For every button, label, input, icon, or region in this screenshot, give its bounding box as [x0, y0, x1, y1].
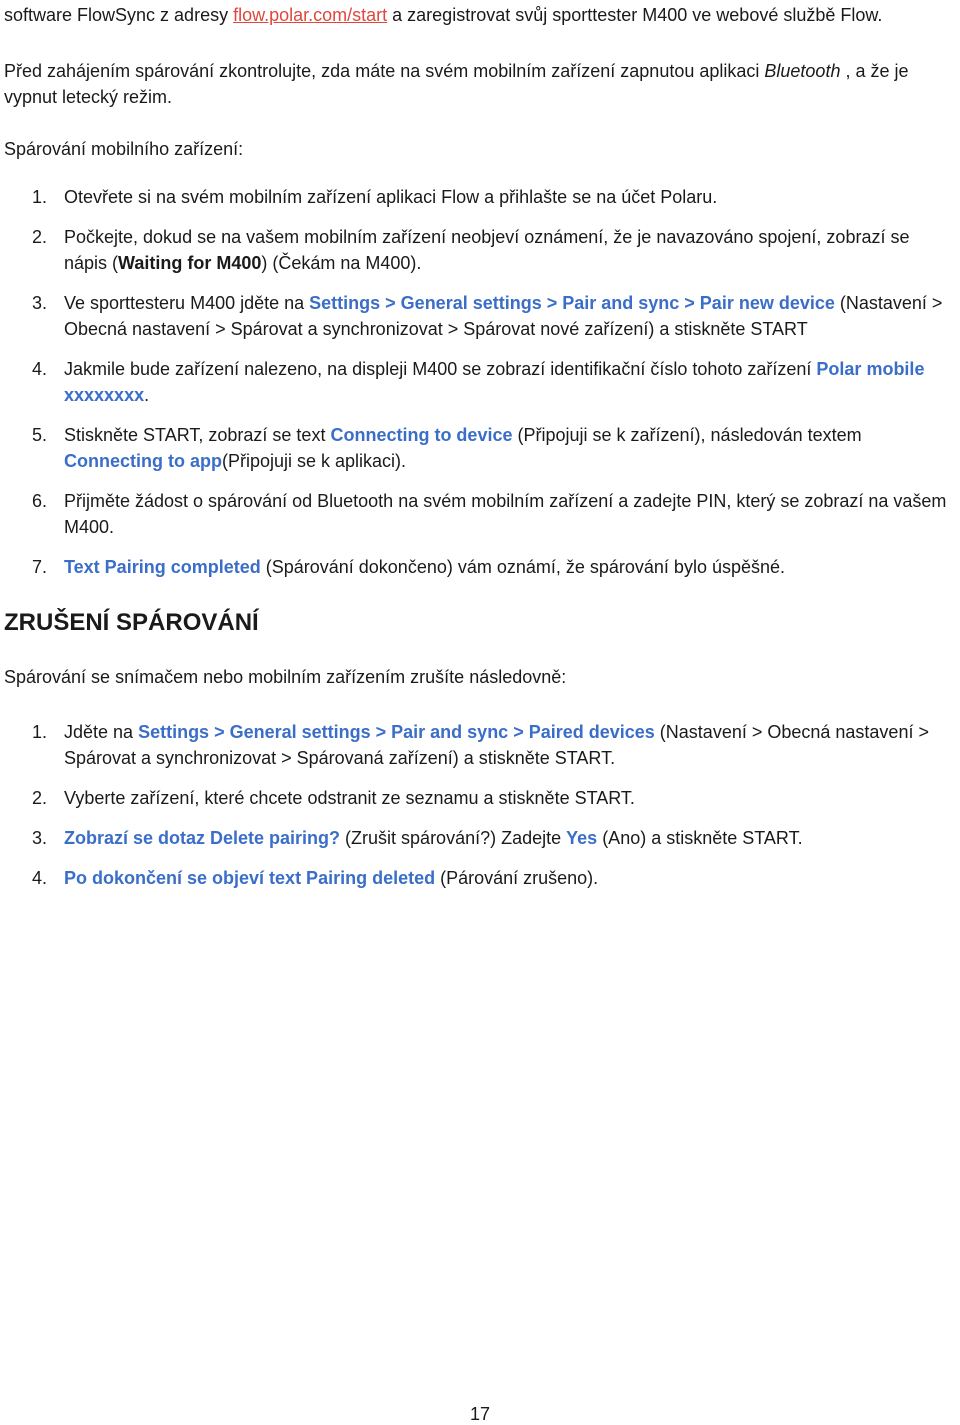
step-text: Vyberte zařízení, které chcete odstranit ze seznamu a stiskněte START. — [64, 788, 635, 808]
step-text-b: . — [144, 385, 150, 405]
step-number: 1. — [32, 722, 48, 742]
paired-devices-path: Settings > General settings > Pair and sync > Paired devices — [138, 722, 655, 742]
step-text-b: (Zrušit spárování?) Zadejte — [340, 828, 567, 848]
pairing-heading: Spárování mobilního zařízení: — [4, 139, 244, 159]
unpair-section-title: ZRUŠENÍ SPÁROVÁNÍ — [4, 609, 259, 636]
step-text-c: (Připojuji se k aplikaci). — [221, 451, 407, 471]
step-text-b: (Spárování dokončeno) vám oznámí, že spárování bylo úspěšné. — [260, 557, 786, 577]
step-number: 5. — [32, 425, 48, 445]
step-number: 4. — [32, 868, 48, 888]
pair-new-device-path: Settings > General settings > Pair and sync > Pair new device — [309, 293, 835, 313]
pairing-step-3 — [4, 290, 954, 342]
pairing-steps-list — [4, 184, 954, 580]
unpair-step-2 — [4, 785, 954, 811]
pairing-completed-label: Text Pairing completed — [64, 557, 261, 577]
pairing-deleted-label: Po dokončení se objeví text Pairing deleted — [64, 868, 436, 888]
bluetooth-note — [4, 58, 954, 110]
step-text-b: (Nastavení > Obecná nastavení > Spárovat a synchronizovat > Spárovat nové zařízení) a stiskněte START — [64, 293, 943, 339]
yes-option-label: Yes — [566, 828, 598, 848]
step-number: 6. — [32, 491, 48, 511]
bluetooth-note-after: , a že je vypnut letecký režim. — [4, 61, 909, 107]
unpair-intro: Spárování se snímačem nebo mobilním zařízením zrušíte následovně: — [4, 667, 567, 687]
polar-mobile-id-label: Polar mobile xxxxxxxx — [64, 359, 925, 405]
step-number: 3. — [32, 293, 48, 313]
pairing-step-6 — [4, 488, 954, 540]
pairing-step-5 — [4, 422, 954, 474]
step-number: 3. — [32, 828, 48, 848]
intro-text-after: a zaregistrovat svůj sporttester M400 ve webové službě Flow. — [387, 5, 883, 25]
step-text-a: Ve sporttesteru M400 jděte na — [64, 293, 310, 313]
step-text: Přijměte žádost o spárování od Bluetooth na svém mobilním zařízení a zadejte PIN, který se zobrazí na vašem M400. — [64, 491, 947, 537]
pairing-step-7 — [4, 554, 954, 580]
unpair-step-4 — [4, 865, 954, 891]
bluetooth-note-before: Před zahájením spárování zkontrolujte, zda máte na svém mobilním zařízení zapnutou aplikaci — [4, 61, 765, 81]
page-number: 17 — [469, 1404, 491, 1424]
unpair-step-3 — [4, 825, 954, 851]
step-text: Otevřete si na svém mobilním zařízení aplikaci Flow a přihlašte se na účet Polaru. — [64, 187, 718, 207]
unpair-step-1 — [4, 719, 954, 771]
step-text-a: Jděte na — [64, 722, 139, 742]
intro-text-before: software FlowSync z adresy — [4, 5, 234, 25]
intro-paragraph — [4, 2, 954, 28]
flow-start-link[interactable]: flow.polar.com/start — [233, 5, 388, 25]
connecting-to-device-label: Connecting to device — [330, 425, 513, 445]
step-text-b: (Párování zrušeno). — [435, 868, 599, 888]
document-page — [4, 0, 954, 891]
bluetooth-note-italic: Bluetooth — [764, 61, 841, 81]
pairing-step-4 — [4, 356, 954, 408]
delete-pairing-prompt: Zobrazí se dotaz Delete pairing? — [64, 828, 341, 848]
connecting-to-app-label: Connecting to app — [64, 451, 222, 471]
step-number: 1. — [32, 187, 48, 207]
step-number: 2. — [32, 227, 48, 247]
step-text-b: (Připojuji se k zařízení), následován textem — [512, 425, 862, 445]
pairing-step-1 — [4, 184, 954, 210]
step-text-a: Jakmile bude zařízení nalezeno, na displeji M400 se zobrazí identifikační číslo tohoto zařízení — [64, 359, 817, 379]
step-text-b: ) (Čekám na M400). — [261, 253, 422, 273]
pairing-step-2 — [4, 224, 954, 276]
step-number: 7. — [32, 557, 48, 577]
step-text-c: (Ano) a stiskněte START. — [597, 828, 803, 848]
step-number: 4. — [32, 359, 48, 379]
step-text-b: (Nastavení > Obecná nastavení > Spárovat a synchronizovat > Spárovaná zařízení) a stiskněte START. — [64, 722, 929, 768]
unpair-steps-list — [4, 719, 954, 891]
waiting-for-m400-label: Waiting for M400 — [118, 253, 262, 273]
step-text-a: Stiskněte START, zobrazí se text — [64, 425, 331, 445]
step-number: 2. — [32, 788, 48, 808]
step-text-a: Počkejte, dokud se na vašem mobilním zařízení neobjeví oznámení, že je navazováno spojení, zobrazí se nápis ( — [64, 227, 910, 273]
